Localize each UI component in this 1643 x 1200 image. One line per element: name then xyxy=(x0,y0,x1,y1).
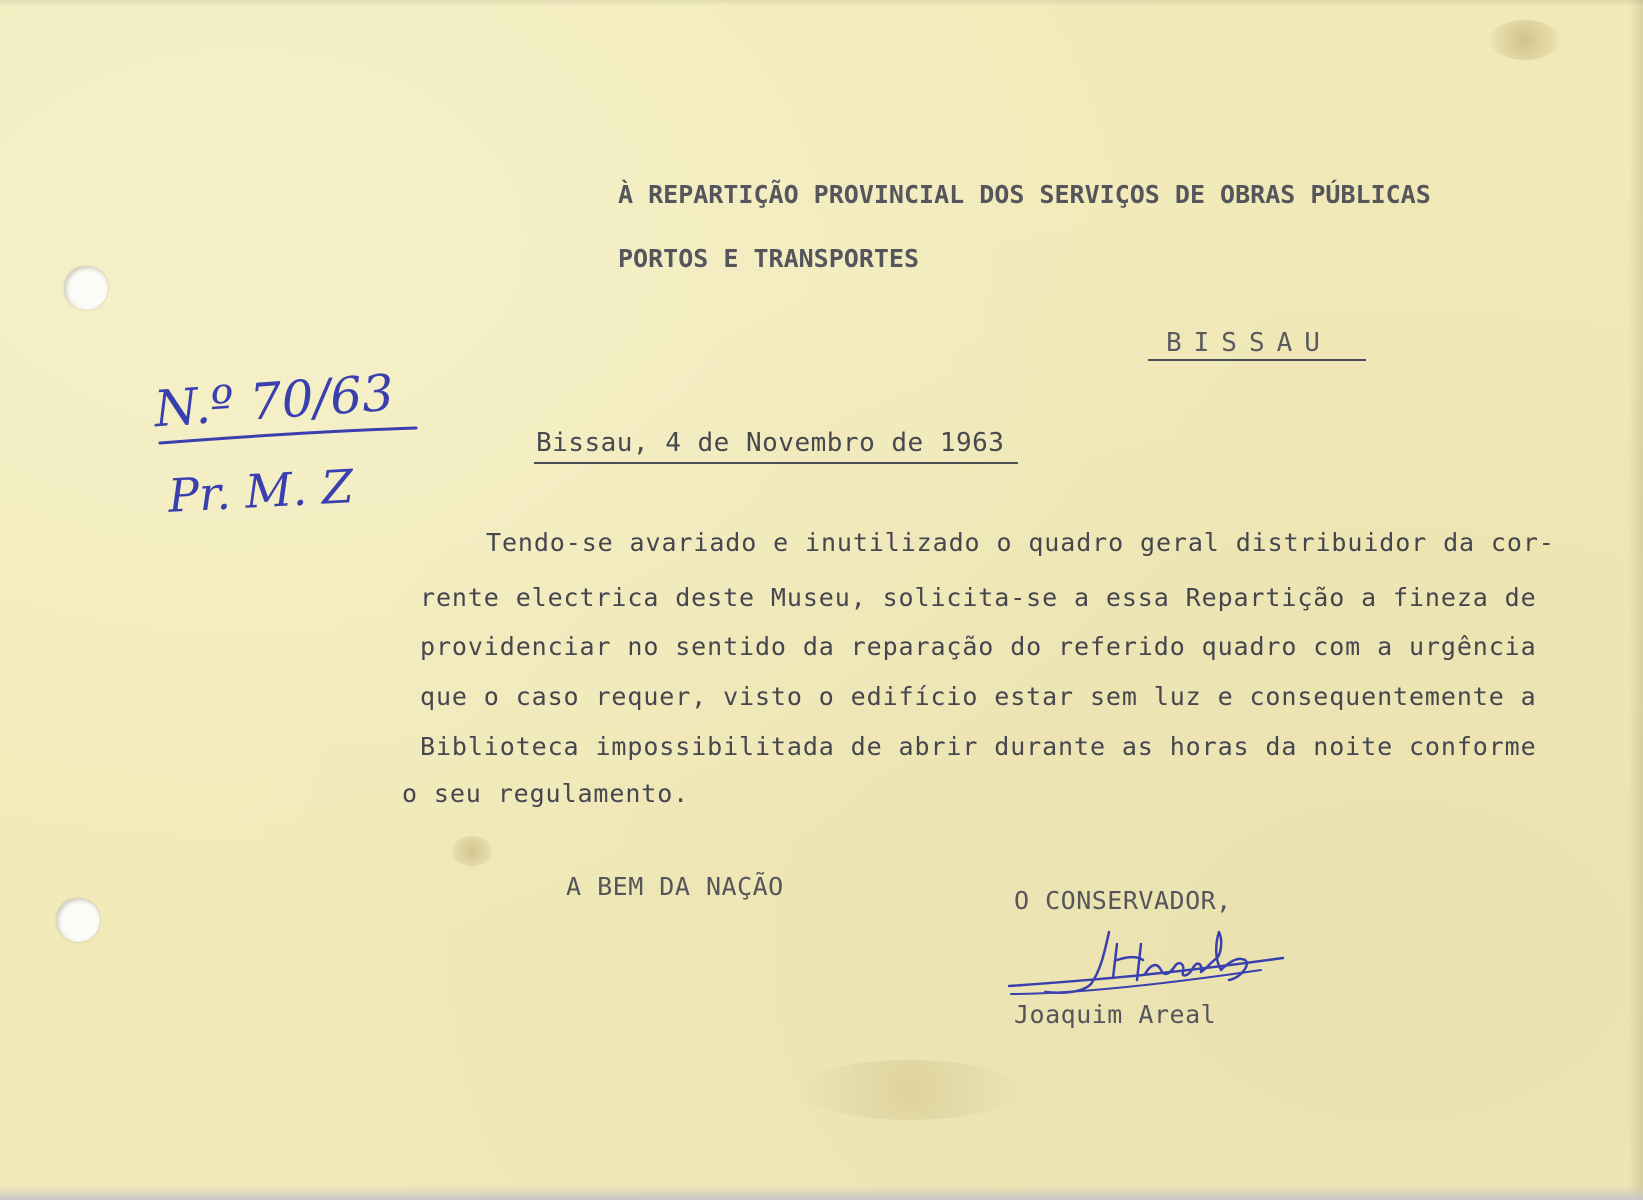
paper-stain xyxy=(452,836,492,866)
handwritten-signature xyxy=(1005,920,1285,1010)
top-edge-shadow xyxy=(0,0,1643,6)
addressee-line-1: À REPARTIÇÃO PROVINCIAL DOS SERVIÇOS DE OBRAS PÚBLICAS xyxy=(618,180,1431,209)
body-line: providenciar no sentido da reparação do referido quadro com a urgência xyxy=(420,632,1537,661)
city-heading: BISSAU xyxy=(1166,328,1332,358)
city-underline xyxy=(1148,359,1366,361)
signatory-title: O CONSERVADOR, xyxy=(1014,886,1232,915)
dateline: Bissau, 4 de Novembro de 1963 xyxy=(536,428,1005,458)
handwritten-reference-underline xyxy=(158,425,418,447)
right-edge-shadow xyxy=(1629,0,1643,1200)
punch-hole-top xyxy=(64,266,108,310)
handwritten-initials: Pr. M. Z xyxy=(166,459,355,523)
scan-bottom-edge xyxy=(0,1186,1643,1200)
paper-stain xyxy=(800,1060,1020,1120)
body-line: Tendo-se avariado e inutilizado o quadro geral distribuidor da cor- xyxy=(486,528,1555,557)
signatory-name: Joaquim Areal xyxy=(1014,1000,1217,1029)
body-line: o seu regulamento. xyxy=(402,779,690,808)
closing-salutation: A BEM DA NAÇÃO xyxy=(566,872,784,901)
body-line: Biblioteca impossibilitada de abrir durante as horas da noite conforme xyxy=(420,732,1537,761)
handwritten-reference-number: N.º 70/63 xyxy=(152,363,396,439)
paper-stain xyxy=(1490,20,1560,60)
addressee-line-2: PORTOS E TRANSPORTES xyxy=(618,244,920,273)
dateline-underline xyxy=(534,462,1018,464)
body-line: que o caso requer, visto o edifício estar sem luz e consequentemente a xyxy=(420,682,1537,711)
punch-hole-bottom xyxy=(56,898,100,942)
body-line: rente electrica deste Museu, solicita-se a essa Repartição a fineza de xyxy=(420,583,1537,612)
